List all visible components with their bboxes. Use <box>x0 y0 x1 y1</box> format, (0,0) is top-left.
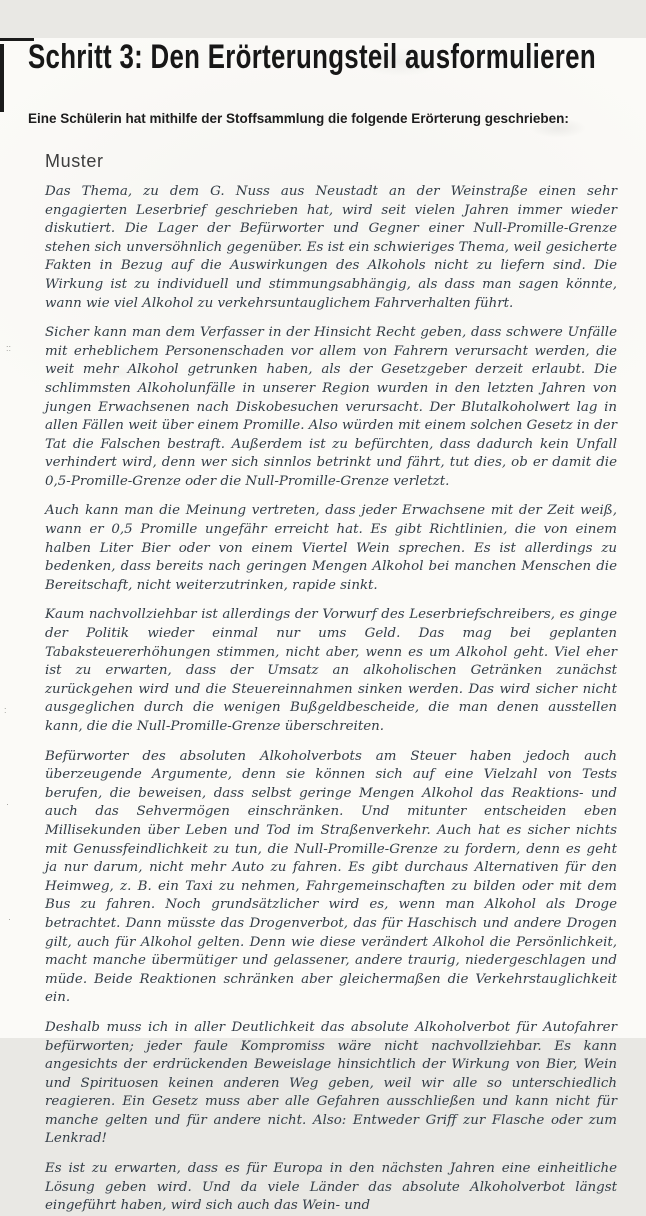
scanned-page <box>0 38 646 1214</box>
scan-speck: :: <box>6 343 12 353</box>
scan-speck: : <box>4 705 7 715</box>
essay-paragraph-5: Befürworter des absoluten Alkoholverbots am Steuer haben jedoch auch überzeugende Argumente, denn sie können sich auf eine Vielzahl von Tests berufen, die beweisen, dass selbst geringe Mengen Alkohol das Reaktions- und auch das Sehvermögen einschränken. Und mitunter entscheiden eben Millisekunden über Leben und Tod im Straßenverkehr. Auch hat es sicher nichts mit Genussfeindlichkeit zu tun, die Null-Promille-Grenze zu fordern, denn es geht ja nur darum, nicht mehr Auto zu fahren. Es gibt durchaus Alternativen für den Heimweg, z. B. ein Taxi zu nehmen, Fahrgemeinschaften zu bilden oder mit dem Bus zu fahren. Noch grundsätzlicher wird es, wenn man Alkohol als Droge betrachtet. Dann müsste das Drogenverbot, das für Haschisch und andere Drogen gilt, auch für Alkohol gelten. Denn wie diese verändert Alkohol die Persönlichkeit, macht manche übermütiger und gelassener, andere traurig, niedergeschlagen und müde. Beide Reaktionen schränken aber gleichermaßen die Verkehrstauglichkeit ein. <box>45 748 617 1006</box>
essay-paragraph-7: Es ist zu erwarten, dass es für Europa in den nächsten Jahren eine einheitliche Lösung geben wird. Und da viele Länder das absolute Alkoholverbot längst eingeführt haben, wird sich auch das Wein- und <box>45 1161 617 1214</box>
essay-paragraph-3: Auch kann man die Meinung vertreten, dass jeder Erwachsene mit der Zeit weiß, wann er 0,5 Promille ungefähr erreicht hat. Es gibt Richtlinien, die von einem halben Liter Bier oder von einem Viertel Wein sprechen. Es ist allerdings zu bedenken, dass bereits nach geringen Mengen Alkohol bei manchen Menschen die Bereitschaft, nicht weiterzutrinken, rapide sinkt. <box>45 503 617 593</box>
scan-artifact-left-bar <box>0 44 4 112</box>
essay-paragraph-4: Kaum nachvollziehbar ist allerdings der Vorwurf des Leserbriefschreibers, es ginge der Politik wieder einmal nur ums Geld. Das mag bei geplanten Tabaksteuererhöhungen stimmen, nicht aber, wenn es um Alkohol geht. Viel eher ist zu erwarten, dass der Umsatz an alkoholischen Getränken zunächst zurückgehen wird und die Steuereinnahmen sinken werden. Das wird sicher nicht ausgeglichen durch die wenigen Bußgeldbescheide, die man denen ausstellen kann, die die Null-Promille-Grenze überschreiten. <box>45 607 617 734</box>
page-title: Schritt 3: Den Erörterungsteil ausformulieren <box>28 38 596 76</box>
sample-heading: Muster <box>45 150 104 171</box>
essay-body <box>45 183 617 1216</box>
scan-speck: · <box>8 914 11 924</box>
scan-speck: · <box>6 799 9 809</box>
essay-paragraph-6: Deshalb muss ich in aller Deutlichkeit das absolute Alkoholverbot für Autofahrer befürworten; jeder faule Kompromiss wäre nicht nachvollziehbar. Es kann angesichts der erdrückenden Beweislage hinsichtlich der Wirkung von Bier, Wein und Spirituosen keinen anderen Weg geben, weil wir alle so unterschiedlich reagieren. Ein Gesetz muss aber alle Gefahren ausschließen und kann nicht für manche gelten und für andere nicht. Also: Entweder Griff zur Flasche oder zum Lenkrad! <box>45 1019 617 1147</box>
intro-text: Eine Schülerin hat mithilfe der Stoffsammlung die folgende Erörterung geschrieben: <box>28 111 569 127</box>
essay-paragraph-2: Sicher kann man dem Verfasser in der Hinsicht Recht geben, dass schwere Unfälle mit erheblichem Personenschaden vor allem von Fahrern verursacht werden, die weit mehr Alkohol getrunken haben, als der Gesetzgeber derzeit erlaubt. Die schlimmsten Alkoholunfälle in unserer Region wurden in den letzten Jahren von jungen Erwachsenen nach Diskobesuchen verursacht. Der Blutalkoholwert lag in allen Fällen weit über einem Promille. Also würden mit einem solchen Gesetz in der Tat die Falschen bestraft. Außerdem ist zu befürchten, dass dadurch kein Unfall verhindert wird, denn wer sich sinnlos betrinkt und fährt, tut dies, ob er damit die 0,5-Promille-Grenze oder die Null-Promille-Grenze verletzt. <box>45 325 617 489</box>
essay-paragraph-1: Das Thema, zu dem G. Nuss aus Neustadt an der Weinstraße einen sehr engagierten Leserbrief geschrieben hat, wird seit vielen Jahren immer wieder diskutiert. Die Lager der Befürworter und Gegner einer Null-Promille-Grenze stehen sich unversöhnlich gegenüber. Es ist ein schwieriges Thema, weil gesicherte Fakten in Bezug auf die Auswirkungen des Alkohols nicht zu liefern sind. Die Wirkung ist zu individuell und stimmungsabhängig, als dass man sagen könnte, wann wie viel Alkohol zu verkehrsuntauglichem Fahrverhalten führt. <box>45 183 617 311</box>
